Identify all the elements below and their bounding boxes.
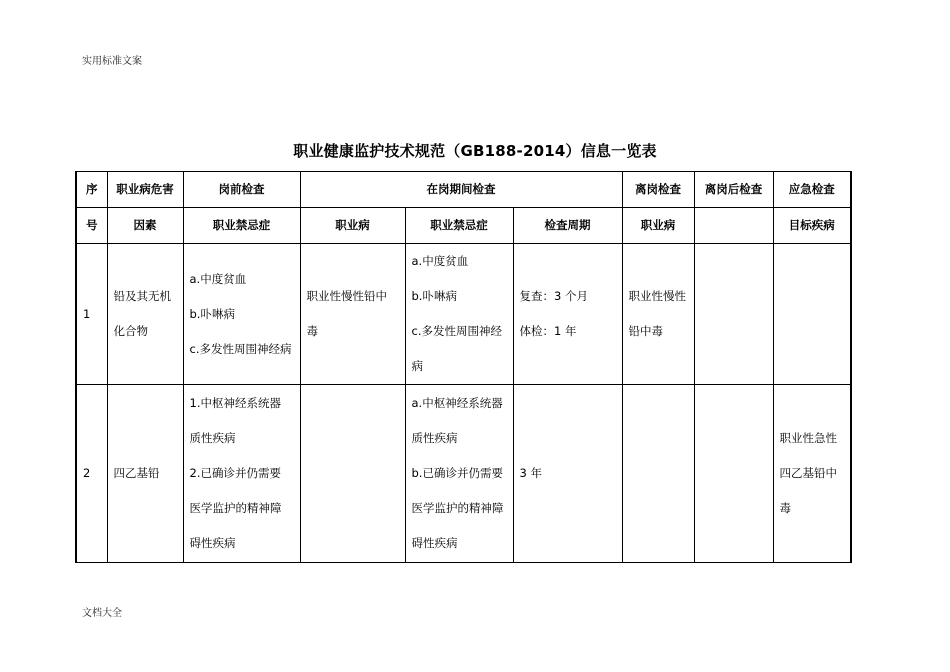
cell-line: b.卟啉病 bbox=[411, 289, 457, 303]
row-hazard bbox=[107, 385, 183, 563]
document-title: 职业健康监护技术规范（GB188-2014）信息一览表 bbox=[293, 142, 657, 160]
header-leaving: 离岗检查 bbox=[622, 172, 694, 208]
cell-line: 质性疾病 bbox=[189, 431, 236, 445]
header-post-leaving: 离岗后检查 bbox=[694, 172, 773, 208]
cell-line: 铅中毒 bbox=[628, 324, 664, 338]
header-pre-contraindication: 职业禁忌症 bbox=[183, 208, 300, 244]
row-on-period bbox=[513, 385, 622, 563]
header-on-period: 检查周期 bbox=[513, 208, 622, 244]
cell-line: a.中度贫血 bbox=[189, 271, 247, 286]
cell-line: 体检：1 年 bbox=[519, 324, 577, 338]
header-on-contraindication: 职业禁忌症 bbox=[405, 208, 513, 244]
header-seq: 序 bbox=[76, 172, 107, 208]
cell-line: 医学监护的精神障 bbox=[189, 501, 282, 515]
cell-line: 2.已确诊并仍需要 bbox=[189, 466, 281, 480]
cell-line: 复查：3 个月 bbox=[519, 289, 588, 303]
row-emergency-target bbox=[773, 244, 851, 385]
cell-line: b.卟啉病 bbox=[189, 306, 235, 321]
table-row bbox=[76, 385, 851, 563]
cell-line: 职业性急性 bbox=[779, 431, 838, 445]
row-hazard bbox=[107, 244, 183, 385]
cell-line: 碍性疾病 bbox=[189, 536, 236, 550]
row-pre-contraindication bbox=[183, 244, 300, 385]
header-on-disease: 职业病 bbox=[300, 208, 405, 244]
header-on-job: 在岗期间检查 bbox=[300, 172, 622, 208]
cell-line: c.多发性周围神经 bbox=[411, 324, 502, 338]
row-on-contraindication bbox=[405, 244, 513, 385]
cell-line: 碍性疾病 bbox=[411, 536, 458, 550]
cell-line: 毒 bbox=[779, 501, 792, 515]
row-emergency-target bbox=[773, 385, 851, 563]
cell-line: a.中度贫血 bbox=[411, 254, 469, 268]
table-row bbox=[76, 244, 851, 385]
header-seq-2: 号 bbox=[76, 208, 107, 244]
header-row-1 bbox=[76, 172, 851, 208]
cell-line: c.多发性周围神经病 bbox=[189, 341, 292, 356]
cell-line: 3 年 bbox=[519, 466, 542, 480]
row-pre-contraindication bbox=[183, 385, 300, 563]
row-on-disease bbox=[300, 385, 405, 563]
header-note: 实用标准文案 bbox=[82, 56, 142, 67]
header-emergency: 应急检查 bbox=[773, 172, 851, 208]
cell-line: 化合物 bbox=[113, 324, 148, 338]
cell-line: 铅及其无机 bbox=[113, 289, 171, 303]
header-pre-job: 岗前检查 bbox=[183, 172, 300, 208]
row-post-leaving bbox=[694, 385, 773, 563]
cell-line: 医学监护的精神障 bbox=[411, 501, 504, 515]
header-row-2 bbox=[76, 208, 851, 244]
cell-line: 职业性慢性 bbox=[628, 289, 687, 303]
cell-line: 四乙基铅中 bbox=[779, 466, 838, 480]
header-hazard: 职业病危害 bbox=[107, 172, 183, 208]
cell-line: 1.中枢神经系统器 bbox=[189, 396, 281, 410]
cell-line: 四乙基铅 bbox=[113, 466, 160, 480]
cell-line: 质性疾病 bbox=[411, 431, 458, 445]
header-leave-disease: 职业病 bbox=[622, 208, 694, 244]
row-on-disease bbox=[300, 244, 405, 385]
header-emergency-target: 目标疾病 bbox=[773, 208, 851, 244]
header-hazard-2: 因素 bbox=[107, 208, 183, 244]
row-on-period bbox=[513, 244, 622, 385]
row-post-leaving bbox=[694, 244, 773, 385]
row-leave-disease bbox=[622, 244, 694, 385]
cell-line: a.中枢神经系统器 bbox=[411, 396, 503, 410]
cell-line: 职业性慢性铅中 bbox=[306, 289, 387, 303]
cell-line: 毒 bbox=[306, 324, 318, 338]
footer-note: 文档大全 bbox=[82, 608, 122, 619]
row-seq: 2 bbox=[76, 385, 107, 563]
row-seq: 1 bbox=[76, 244, 107, 385]
header-post-leaving-2 bbox=[694, 208, 773, 244]
row-on-contraindication bbox=[405, 385, 513, 563]
row-leave-disease bbox=[622, 385, 694, 563]
cell-line: 病 bbox=[411, 359, 423, 373]
info-table bbox=[75, 171, 852, 563]
cell-line: b.已确诊并仍需要 bbox=[411, 466, 503, 480]
